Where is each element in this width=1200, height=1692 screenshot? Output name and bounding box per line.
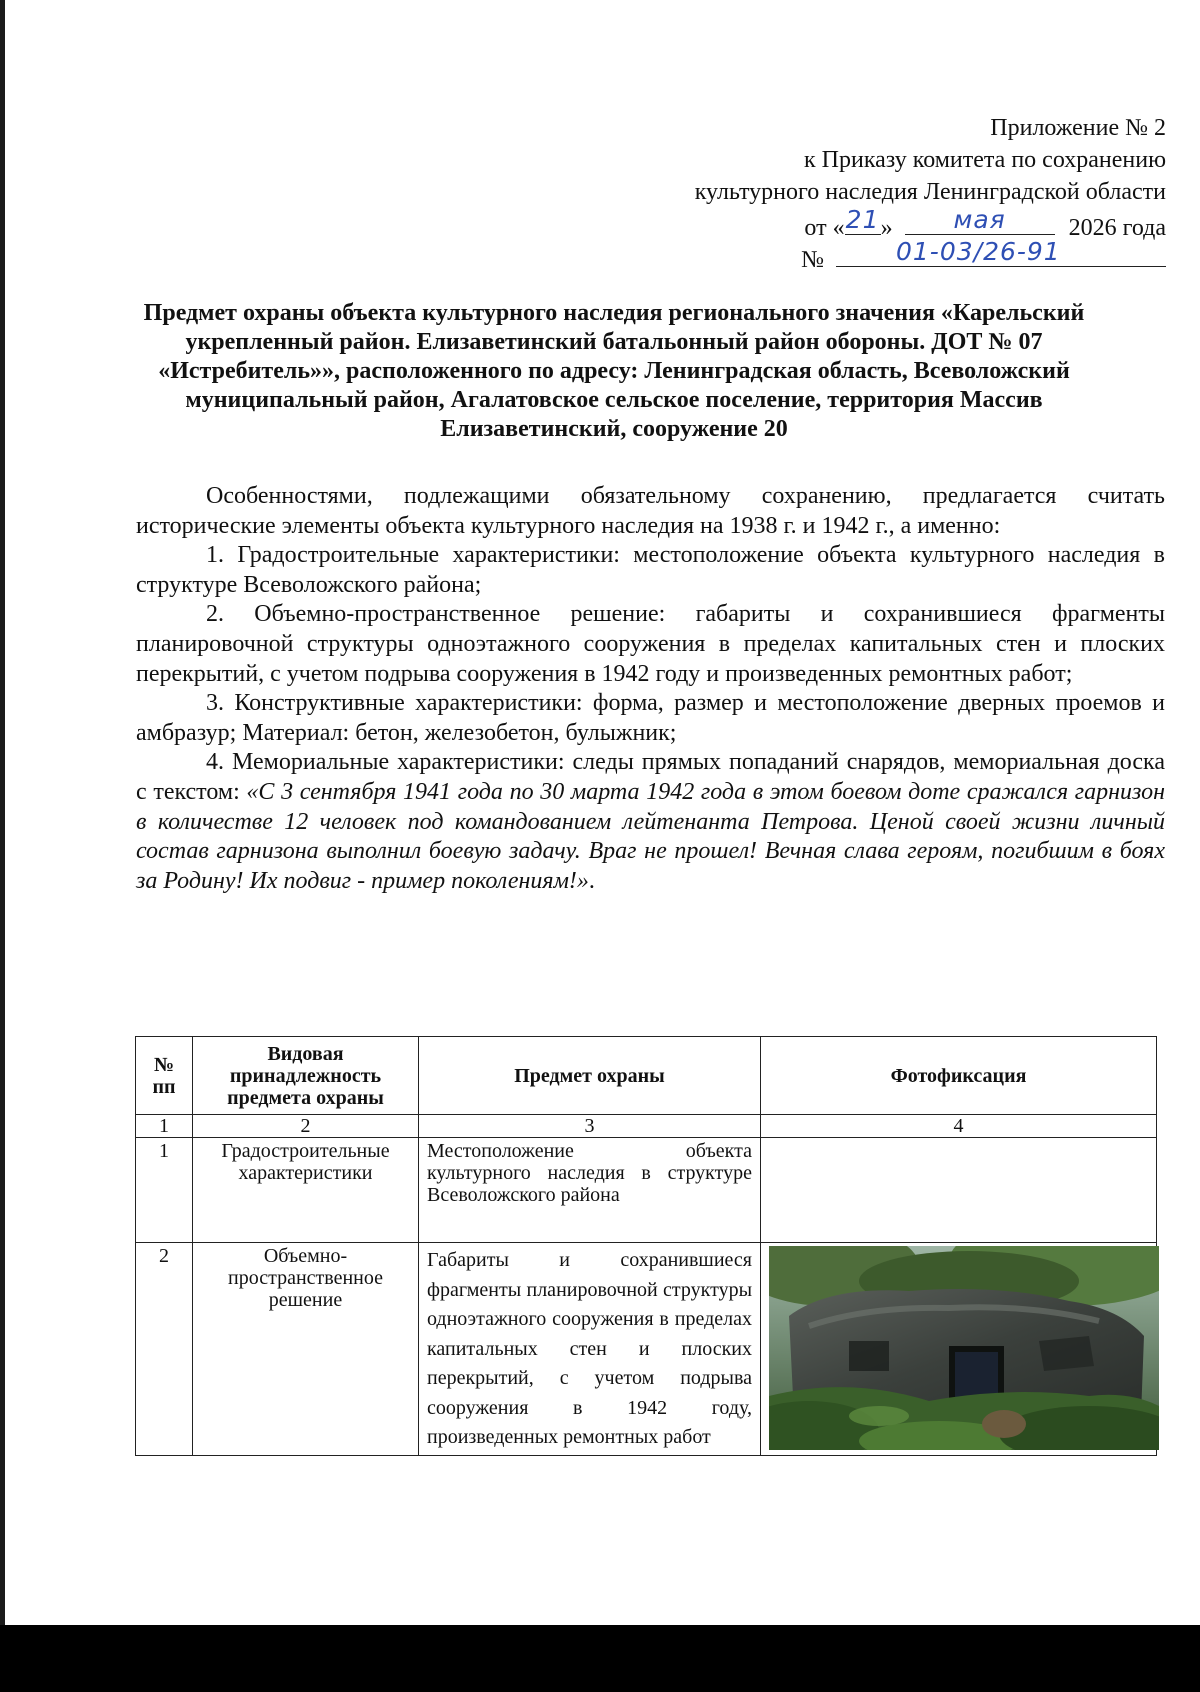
row-number: 1 — [136, 1138, 193, 1243]
number-handwritten: 01-03/26-91 — [896, 237, 1061, 266]
scan-left-edge — [0, 0, 5, 1692]
document-title: Предмет охраны объекта культурного наследия регионального значения «Карельский укрепленный район. Елизаветинский батальонный район обороны. ДОТ № 07 «Истребитель»», расположенного по адресу: Ленинградская область, Всеволожский муниципальный район, Агалатовское сельское поселение, территория Массив Елизаветинский, сооружение 20 — [143, 300, 1085, 442]
date-mid: » — [880, 215, 893, 241]
header-cell-subject: Предмет охраны — [419, 1037, 761, 1115]
month-field — [905, 205, 1055, 235]
row-type: Объемно-пространственное решение — [193, 1243, 419, 1456]
month-handwritten: мая — [953, 205, 1006, 234]
item-urban-planning: 1. Градостроительные характеристики: местоположение объекта культурного наследия в структуре Всеволожского района; — [136, 542, 1165, 598]
number-label: № — [801, 247, 824, 273]
item-memorial-prefix: 4. Мемориальные характеристики: следы прямых попаданий снарядов, мемориальная доска с текстом: — [136, 749, 1165, 805]
day-handwritten: 21 — [845, 205, 880, 234]
number-field — [836, 237, 1166, 267]
day-field — [845, 205, 881, 235]
header-cell-photo: Фотофиксация — [761, 1037, 1157, 1115]
item-spatial-solution: 2. Объемно-пространственное решение: габариты и сохранившиеся фрагменты планировочной структуры одноэтажного сооружения в пределах капитальных стен и плоских перекрытий, с учетом подрыва сооружения в 1942 году и произведенных ремонтных работ; — [136, 601, 1165, 687]
document-body — [136, 482, 1165, 896]
protection-table — [135, 1036, 1157, 1456]
date-year: 2026 года — [1068, 215, 1166, 241]
header-cell-num: № пп — [136, 1037, 193, 1115]
appendix-header — [486, 112, 1166, 272]
column-number: 4 — [761, 1115, 1157, 1138]
column-number: 2 — [193, 1115, 419, 1138]
scan-bottom-band — [0, 1625, 1200, 1692]
table-row — [136, 1243, 1157, 1456]
row-photo-empty — [761, 1138, 1157, 1243]
table-header-row — [136, 1037, 1157, 1115]
item-structural: 3. Конструктивные характеристики: форма, размер и местоположение дверных проемов и амбразур; Материал: бетон, железобетон, булыжник; — [136, 690, 1165, 746]
date-prefix: от « — [804, 215, 845, 241]
bunker-photo — [769, 1246, 1159, 1450]
item-memorial — [136, 748, 1165, 896]
row-subject: Местоположение объекта культурного наследия в структуре Всеволожского района — [419, 1138, 761, 1243]
row-number: 2 — [136, 1243, 193, 1456]
column-number: 1 — [136, 1115, 193, 1138]
intro-paragraph: Особенностями, подлежащими обязательному сохранению, предлагается считать исторические элементы объекта культурного наследия на 1938 г. и 1942 г., а именно: — [136, 483, 1165, 539]
row-photo — [761, 1243, 1157, 1456]
column-number-row — [136, 1115, 1157, 1138]
row-subject: Габариты и сохранившиеся фрагменты планировочной структуры одноэтажного сооружения в пределах капитальных стен и плоских перекрытий, с учетом подрыва сооружения в 1942 году, произведенных ремонтных работ — [419, 1243, 761, 1456]
row-type: Градостроительные характеристики — [193, 1138, 419, 1243]
order-date — [486, 205, 1166, 241]
table-row — [136, 1138, 1157, 1243]
appendix-committee: культурного наследия Ленинградской области — [694, 179, 1166, 205]
header-cell-type: Видовая принадлежность предмета охраны — [193, 1037, 419, 1115]
column-number: 3 — [419, 1115, 761, 1138]
item-memorial-suffix: . — [588, 867, 595, 894]
bunker-photo-image — [769, 1246, 1159, 1450]
appendix-number: Приложение № 2 — [990, 115, 1166, 141]
appendix-order-ref: к Приказу комитета по сохранению — [803, 147, 1166, 173]
order-number — [486, 237, 1166, 273]
memorial-plaque-quote: «С 3 сентября 1941 года по 30 марта 1942 года в этом боевом доте сражался гарнизон в количестве 12 человек под командованием лейтенанта Петрова. Ценой своей жизни личный состав гарнизона выполнил боевую задачу. Враг не прошел! Вечная слава героям, погибшим в боях за Родину! Их подвиг - пример поколениям!» — [136, 778, 1165, 894]
